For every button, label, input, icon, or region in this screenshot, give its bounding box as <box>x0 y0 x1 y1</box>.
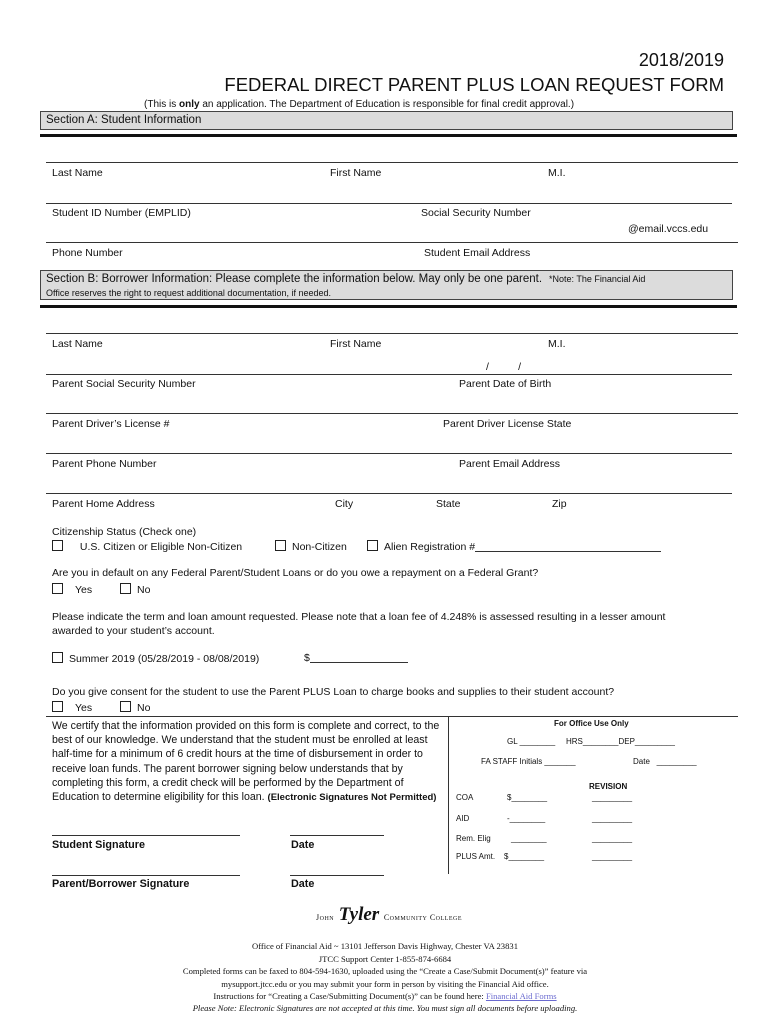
parent-phone-line <box>46 453 732 454</box>
section-b-note: *Note: The Financial Aid <box>548 274 646 284</box>
office-gl: GL ________ <box>507 737 556 746</box>
student-phone-label: Phone Number <box>52 247 123 259</box>
parent-zip-label: Zip <box>552 498 567 510</box>
dollar-sign: $ <box>304 652 310 664</box>
footer-address: Office of Financial Aid ~ 13101 Jefferson Davis Highway, Chester VA 23831 <box>251 941 518 951</box>
alien-label: Alien Registration # <box>384 541 476 553</box>
default-question: Are you in default on any Federal Parent/Student Loans or do you owe a repayment on a Federal Grant? <box>52 567 539 579</box>
logo-tyler: Tyler <box>338 904 380 925</box>
office-plus-value: $________ <box>504 852 545 861</box>
parent-dl-line <box>46 413 738 414</box>
form-subtitle <box>144 99 574 110</box>
office-coa-value: $________ <box>507 793 548 802</box>
student-signature-label: Student Signature <box>52 839 145 851</box>
default-yes-option[interactable] <box>52 583 92 596</box>
student-signature-line[interactable] <box>52 835 240 836</box>
logo-community-college: Community College <box>383 913 462 922</box>
consent-no-checkbox[interactable] <box>120 701 131 712</box>
student-phone-line <box>46 242 738 243</box>
office-fa-staff: FA STAFF Initials _______ <box>481 757 576 766</box>
certification-text <box>52 719 442 805</box>
section-b-title: Section B: Borrower Information: Please complete the information below. May only be one parent. <box>46 273 543 285</box>
alien-checkbox[interactable] <box>367 540 378 551</box>
parent-ssn-label: Parent Social Security Number <box>52 378 196 390</box>
student-last-name-label: Last Name <box>52 167 103 179</box>
consent-yes-label: Yes <box>75 702 93 714</box>
footer-support: JTCC Support Center 1-855-874-6684 <box>318 954 452 964</box>
student-id-label: Student ID Number (EMPLID) <box>52 207 191 219</box>
parent-signature-label: Parent/Borrower Signature <box>52 878 190 890</box>
parent-last-name-label: Last Name <box>52 338 103 350</box>
parent-ssn-line <box>46 374 732 375</box>
alien-option[interactable] <box>367 540 661 553</box>
summer-checkbox[interactable] <box>52 652 63 663</box>
default-yes-checkbox[interactable] <box>52 583 63 594</box>
subtitle-emphasis: only <box>179 99 200 110</box>
esig-note: (Electronic Signatures Not Permitted) <box>267 792 437 804</box>
citizen-option[interactable] <box>52 540 242 553</box>
parent-date-line[interactable] <box>290 875 384 876</box>
footer-fax: Completed forms can be faxed to 804-594-1630, uploaded using the “Create a Case/Submit Document(s)” feature via <box>182 966 588 976</box>
parent-email-label: Parent Email Address <box>459 458 560 470</box>
student-ssn-label: Social Security Number <box>421 207 531 219</box>
consent-yes-checkbox[interactable] <box>52 701 63 712</box>
summer-amount[interactable] <box>304 652 408 664</box>
office-use-box <box>448 717 738 874</box>
office-date: Date _________ <box>633 757 697 766</box>
citizen-label: U.S. Citizen or Eligible Non-Citizen <box>79 541 243 553</box>
parent-dl-label: Parent Driver’s License # <box>52 418 170 430</box>
parent-dob-label: Parent Date of Birth <box>459 378 552 390</box>
section-b-divider <box>40 305 737 308</box>
default-no-label: No <box>137 584 151 596</box>
default-yes-label: Yes <box>75 584 93 596</box>
parent-mi-label: M.I. <box>548 338 566 350</box>
non-citizen-checkbox[interactable] <box>275 540 286 551</box>
office-hrs-dep: HRS________DEP_________ <box>566 737 675 746</box>
form-year: 2018/2019 <box>638 50 724 70</box>
email-domain: @email.vccs.edu <box>628 223 709 235</box>
parent-signature-line[interactable] <box>52 875 240 876</box>
student-mi-label: M.I. <box>548 167 566 179</box>
consent-no-label: No <box>137 702 151 714</box>
section-a-title: Section A: Student Information <box>46 114 202 126</box>
office-coa-revision: _________ <box>592 793 633 802</box>
summer-amount-field[interactable] <box>310 652 408 663</box>
section-a-divider <box>40 134 737 137</box>
footer-instructions <box>0 991 770 1001</box>
citizen-checkbox[interactable] <box>52 540 63 551</box>
student-first-name-label: First Name <box>330 167 382 179</box>
student-date-label: Date <box>291 839 315 851</box>
section-b-note-2: Office reserves the right to request additional documentation, if needed. <box>46 288 332 298</box>
office-aid-label: AID <box>456 814 470 823</box>
student-email-label: Student Email Address <box>424 247 531 259</box>
non-citizen-label: Non-Citizen <box>292 541 347 553</box>
subtitle-text-end: an application. The Department of Education is responsible for final credit approval.) <box>199 99 575 110</box>
consent-question: Do you give consent for the student to use the Parent PLUS Loan to charge books and supplies to their student account? <box>52 686 615 698</box>
footer-instructions-text: Instructions for “Creating a Case/Submitting Document(s)” can be found here: <box>213 991 486 1001</box>
section-b-header <box>40 270 733 300</box>
student-name-line <box>46 162 738 163</box>
footer-esig-note: Please Note: Electronic Signatures are not accepted at this time. You must sign all documents before uploading. <box>192 1003 578 1013</box>
parent-address-label: Parent Home Address <box>52 498 155 510</box>
office-aid-value: -________ <box>507 814 546 823</box>
logo-john: John <box>316 913 335 922</box>
consent-yes-option[interactable] <box>52 701 92 714</box>
financial-aid-forms-link[interactable]: Financial Aid Forms <box>485 991 557 1001</box>
office-aid-revision: _________ <box>592 814 633 823</box>
subtitle-text: (This is <box>144 99 179 110</box>
student-id-line <box>46 203 732 204</box>
consent-no-option[interactable] <box>120 701 150 714</box>
default-no-option[interactable] <box>120 583 150 596</box>
dob-slashes: / / <box>486 361 522 373</box>
section-b-title-line <box>46 273 645 285</box>
office-rem-label: Rem. Elig <box>456 834 491 843</box>
summer-label: Summer 2019 (05/28/2019 - 08/08/2019) <box>69 653 260 665</box>
parent-phone-label: Parent Phone Number <box>52 458 157 470</box>
default-no-checkbox[interactable] <box>120 583 131 594</box>
college-logo <box>316 904 462 926</box>
summer-option[interactable] <box>52 652 259 665</box>
office-revision: REVISION <box>589 782 628 791</box>
alien-number-field[interactable] <box>475 541 661 552</box>
citizenship-label: Citizenship Status (Check one) <box>52 526 197 538</box>
certification-body: We certify that the information provided on this form is complete and correct, to the best of our knowledge. We understand that the student must be enrolled at least half-time for a minimum of 6 credit hours at the time of disbursement in order to receive loan funds. The parent borrower signing below understands that by completing this form, a credit check will be performed by the Department of Education to determine eligibility for this loan. <box>52 720 440 804</box>
footer-submit: mysupport.jtcc.edu or you may submit your form in person by visiting the Financial Aid office. <box>221 979 549 989</box>
term-instructions: Please indicate the term and loan amount requested. Please note that a loan fee of 4.248% is assessed resulting in a lesser amount <box>52 611 666 623</box>
office-rem-value: ________ <box>511 834 547 843</box>
office-coa-label: COA <box>456 793 474 802</box>
parent-dl-state-label: Parent Driver License State <box>443 418 572 430</box>
section-a-header <box>40 111 733 130</box>
parent-state-label: State <box>436 498 461 510</box>
office-plus-label: PLUS Amt. <box>456 852 496 861</box>
office-plus-revision: _________ <box>592 852 633 861</box>
parent-name-line <box>46 333 738 334</box>
non-citizen-option[interactable] <box>275 540 347 553</box>
parent-city-label: City <box>335 498 354 510</box>
office-rem-revision: _________ <box>592 834 633 843</box>
form-title: FEDERAL DIRECT PARENT PLUS LOAN REQUEST FORM <box>224 74 724 95</box>
term-instructions-2: awarded to your student’s account. <box>52 625 215 637</box>
office-use-title: For Office Use Only <box>554 719 629 728</box>
parent-address-line <box>46 493 732 494</box>
parent-date-label: Date <box>291 878 315 890</box>
parent-first-name-label: First Name <box>330 338 382 350</box>
student-date-line[interactable] <box>290 835 384 836</box>
